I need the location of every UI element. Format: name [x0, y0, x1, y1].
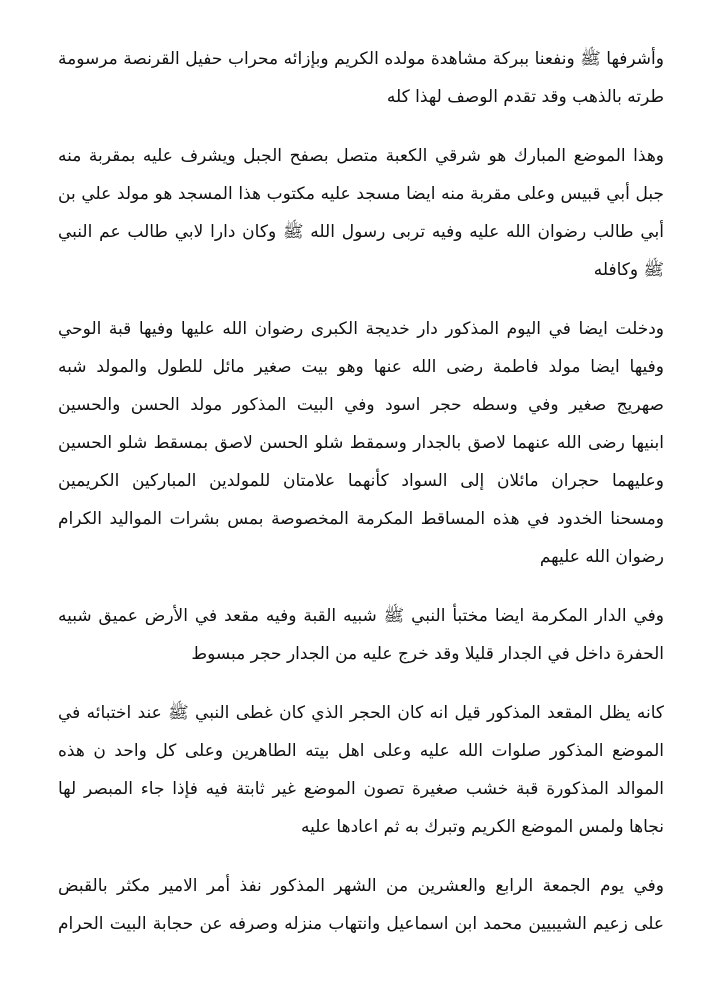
paragraph — [58, 694, 664, 846]
text-line: جبل أبي قبيس وعلى مقربة منه ايضا مسجد عليه مكتوب هذا المسجد هو مولد علي بن — [58, 184, 664, 204]
paragraph — [58, 597, 664, 673]
text-line: الحفرة داخل في الجدار قليلا وقد خرج عليه من الجدار حجر مبسوط — [191, 644, 664, 664]
text-line: ﷺ وكافله — [593, 260, 664, 280]
text-line: وهذا الموضع المبارك هو شرقي الكعبة متصل بصفح الجبل ويشرف عليه بمقربة منه — [58, 146, 664, 166]
text-line: وفي يوم الجمعة الرابع والعشرين من الشهر المذكور نفذ أمر الامير مكثر بالقبض — [58, 876, 664, 896]
text-line: الموالد المذكورة قبة خشب صغيرة تصون الموضع غير ثابتة فيه فإذا جاء المبصر لها — [58, 779, 664, 799]
document-page — [58, 40, 664, 964]
text-line: أبي طالب رضوان الله عليه وفيه تربى رسول الله ﷺ وكان دارا لابي طالب عم النبي — [58, 222, 664, 242]
text-line: وعليهما حجران مائلان إلى السواد كأنهما علامتان للمولدين المباركين الكريمين — [58, 471, 664, 491]
text-line: وفيها ايضا مولد فاطمة رضى الله عنها وهو بيت صغير مائل للطول والمولد شبه — [58, 357, 664, 377]
paragraph — [58, 310, 664, 576]
text-line: صهريج صغير وفي وسطه حجر اسود وفي البيت المذكور مولد الحسن والحسين — [58, 395, 664, 415]
text-line: ومسحنا الخدود في هذه المساقط المكرمة المخصوصة بمس بشرات المواليد الكرام — [58, 509, 664, 529]
text-line: وأشرفها ﷺ ونفعنا ببركة مشاهدة مولده الكريم وبإزائه محراب حفيل القرنصة مرسومة — [58, 49, 664, 69]
paragraph — [58, 137, 664, 289]
text-line: طرته بالذهب وقد تقدم الوصف لهذا كله — [386, 87, 664, 107]
text-line: وفي الدار المكرمة ايضا مختبأ النبي ﷺ شبيه القبة وفيه مقعد في الأرض عميق شبيه — [58, 606, 664, 626]
text-line: ودخلت ايضا في اليوم المذكور دار خديجة الكبرى رضوان الله عليها وفيها قبة الوحي — [58, 319, 664, 339]
text-line: على زعيم الشيبيين محمد ابن اسماعيل وانتهاب منزله وصرفه عن حجابة البيت الحرام — [58, 914, 664, 934]
text-line: الموضع المذكور صلوات الله عليه وعلى اهل بيته الطاهرين وعلى كل واحد ن هذه — [58, 741, 664, 761]
paragraph — [58, 867, 664, 943]
text-line: نجاها ولمس الموضع الكريم وتبرك به ثم اعادها عليه — [301, 817, 664, 837]
text-line: ابنيها رضى الله عنهما لاصق بالجدار وسمقط شلو الحسن لاصق بمسقط شلو الحسين — [58, 433, 664, 453]
paragraph — [58, 40, 664, 116]
text-line: رضوان الله عليهم — [539, 547, 664, 567]
text-line: كانه يظل المقعد المذكور قيل انه كان الحجر الذي كان غطى النبي ﷺ عند اختبائه في — [58, 703, 664, 723]
